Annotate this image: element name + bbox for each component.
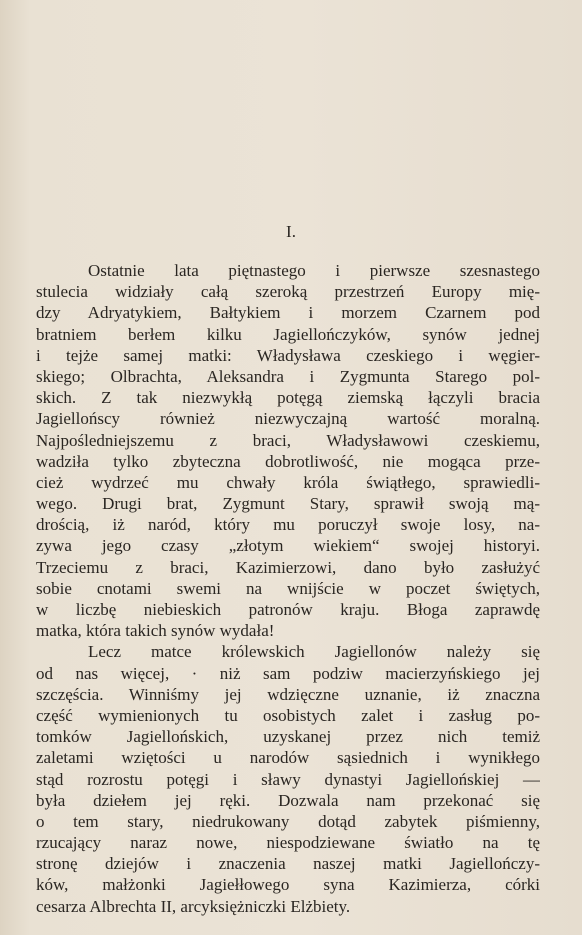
text-line: zaletami wziętości u narodów sąsiednich i wynikłego — [36, 748, 540, 768]
text-line: cież wydrzeć mu chwały króla świątłego, sprawiedli- — [36, 472, 540, 492]
text-line: od nas więcej, · niż sam podziw macierzyńskiego jej — [36, 663, 540, 683]
text-line: Jagiellońscy również niezwyczajną wartość moralną. — [36, 409, 540, 429]
text-line: matka, która takich synów wydała! — [36, 621, 275, 641]
text-line: skich. Z tak niezwykłą potęgą ziemską łączyli bracia — [36, 388, 540, 408]
text-line: tomków Jagiellońskich, uzyskanej przez nich temiż — [36, 727, 540, 747]
text-line: część wymienionych tu osobistych zalet i zasług po- — [36, 705, 540, 725]
text-line: i tejże samej matki: Władysława czeskiego i węgier- — [36, 345, 540, 365]
text-line: szczęścia. Winniśmy jej wdzięczne uznanie, iż znaczna — [36, 684, 540, 704]
text-line: Ostatnie lata piętnastego i pierwsze szesnastego — [88, 261, 540, 280]
text-line: o tem stary, niedrukowany dotąd zabytek piśmienny, — [36, 811, 540, 831]
text-line: rzucający naraz nowe, niespodziewane światło na tę — [36, 833, 540, 853]
text-line: Najpośledniejszemu z braci, Władysławowi czeskiemu, — [36, 430, 540, 450]
text-line: bratniem berłem kilku Jagiellończyków, synów jednej — [36, 324, 540, 344]
text-line: dzy Adryatykiem, Bałtykiem i morzem Czarnem pod — [36, 303, 540, 323]
body-text — [36, 260, 540, 917]
text-line: zywa jego czasy „złotym wiekiem“ swojej historyi. — [36, 536, 540, 556]
text-line: sobie cnotami swemi na wnijście w poczet świętych, — [36, 578, 540, 598]
text-line: stąd rozrostu potęgi i sławy dynastyi Jagiellońskiej — — [36, 769, 540, 789]
text-line: skiego; Olbrachta, Aleksandra i Zygmunta Starego pol- — [36, 366, 540, 386]
text-line: wadziła tylko zbyteczna dobrotliwość, nie mogąca prze- — [36, 451, 540, 471]
text-line: Trzeciemu z braci, Kazimierzowi, dano było zasłużyć — [36, 557, 540, 577]
text-line: w liczbę niebieskich patronów kraju. Błoga zaprawdę — [36, 600, 540, 619]
chapter-number: I. — [286, 222, 296, 241]
text-line: stulecia widziały całą szeroką przestrzeń Europy mię- — [36, 282, 540, 302]
text-line: Lecz matce królewskich Jagiellonów należy się — [88, 642, 540, 662]
text-line: była dziełem jej ręki. Dozwala nam przekonać się — [36, 790, 540, 810]
text-line: wego. Drugi brat, Zygmunt Stary, sprawił swoją mą- — [36, 494, 540, 514]
text-line: drością, iż naród, który mu poruczył swoje losy, na- — [36, 515, 540, 535]
text-line: stronę dziejów i znaczenia naszej matki Jagiellończy- — [36, 854, 540, 874]
text-line: ków, małżonki Jagiełłowego syna Kazimierza, córki — [36, 875, 540, 895]
paragraph — [36, 641, 540, 916]
paragraph — [36, 260, 540, 641]
text-line: cesarza Albrechta II, arcyksiężniczki Elżbiety. — [36, 896, 351, 916]
